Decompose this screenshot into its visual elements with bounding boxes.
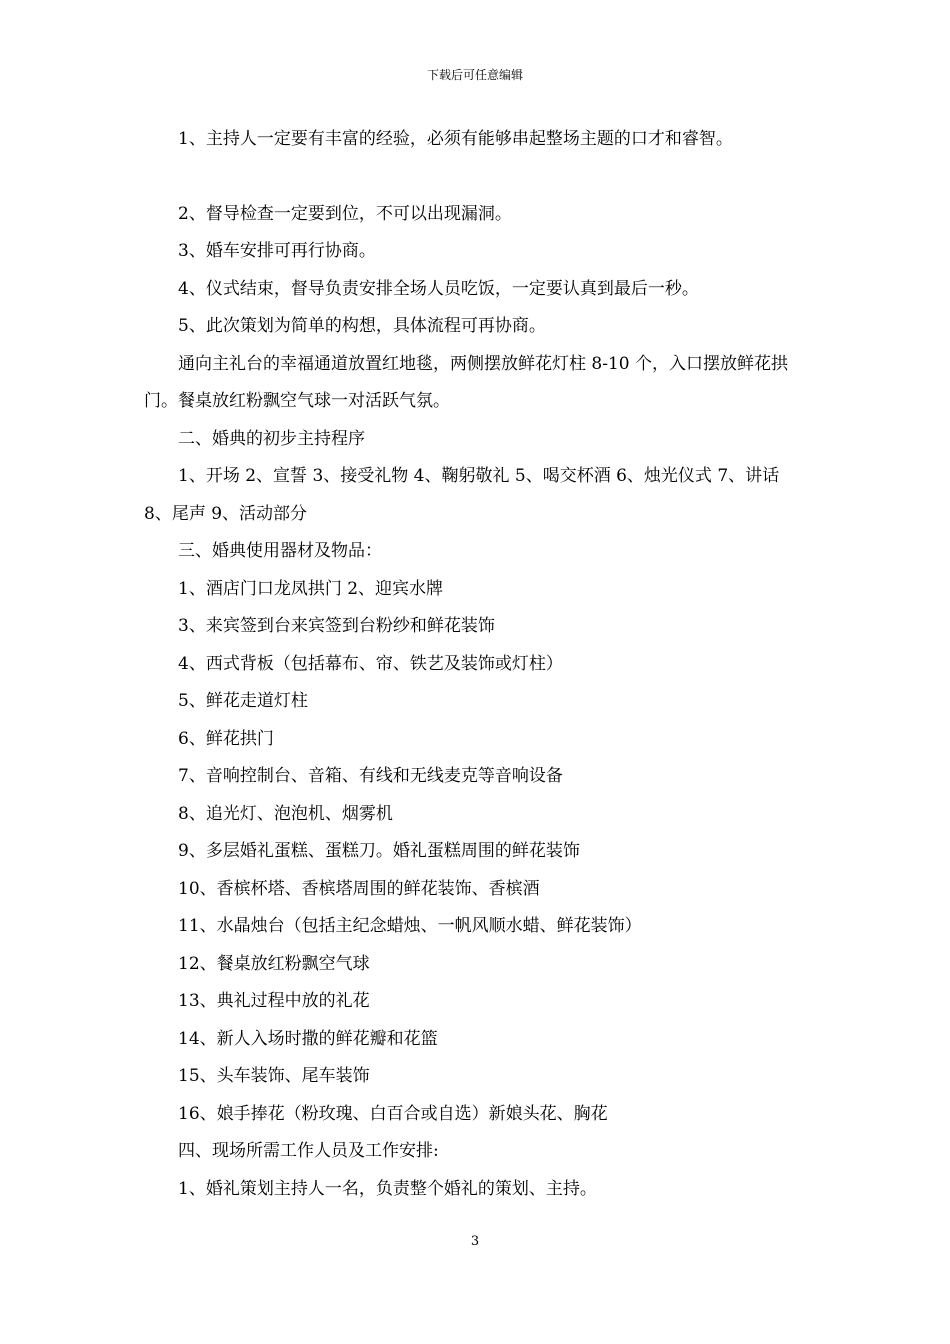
- list-item: 15、头车装饰、尾车装饰: [178, 1066, 370, 1086]
- page-number: 3: [470, 1234, 480, 1249]
- list-item: 16、娘手捧花（粉玫瑰、白百合或自选）新娘头花、胸花: [178, 1103, 608, 1124]
- list-item: 4、西式背板（包括幕布、帘、铁艺及装饰或灯柱）: [178, 653, 563, 674]
- list-item: 10、香槟杯塔、香槟塔周围的鲜花装饰、香槟酒: [178, 878, 540, 899]
- list-item: 7、音响控制台、音箱、有线和无线麦克等音响设备: [178, 766, 563, 786]
- paragraph-passage-decoration: 通向主礼台的幸福通道放置红地毯，两侧摆放鲜花灯柱 8-10 个，入口摆放鲜花拱门。餐桌放红粉飘空气球一对活跃气氛。: [144, 353, 788, 411]
- section-heading-hosting-program: 二、婚典的初步主持程序: [178, 428, 365, 449]
- paragraph-supervision: 2、督导检查一定要到位，不可以出现漏洞。: [178, 203, 512, 224]
- list-item: 13、典礼过程中放的礼花: [178, 991, 370, 1011]
- list-item: 1、酒店门口龙凤拱门 2、迎宾水牌: [178, 578, 444, 599]
- list-item: 14、新人入场时撒的鲜花瓣和花篮: [178, 1028, 438, 1049]
- document-body: [144, 121, 808, 1208]
- paragraph-plan-note: 5、此次策划为简单的构想，具体流程可再协商。: [178, 316, 546, 336]
- section-heading-staff: 四、现场所需工作人员及工作安排:: [178, 1141, 439, 1161]
- paragraph-host-duty: 1、婚礼策划主持人一名，负责整个婚礼的策划、主持。: [178, 1178, 597, 1199]
- paragraph-wedding-car: 3、婚车安排可再行协商。: [178, 241, 376, 261]
- list-item: 9、多层婚礼蛋糕、蛋糕刀。婚礼蛋糕周围的鲜花装饰: [178, 841, 580, 861]
- list-item: 5、鲜花走道灯柱: [178, 691, 308, 711]
- list-item: 8、追光灯、泡泡机、烟雾机: [178, 803, 393, 824]
- paragraph-program-steps: 1、开场 2、宣誓 3、接受礼物 4、鞠躬敬礼 5、喝交杯酒 6、烛光仪式 7、讲话 8、尾声 9、活动部分: [144, 466, 780, 524]
- paragraph-host-requirement: 1、主持人一定要有丰富的经验，必须有能够串起整场主题的口才和睿智。: [178, 129, 733, 149]
- list-item: 6、鲜花拱门: [178, 728, 274, 749]
- page-header: 下载后可任意编辑: [426, 68, 523, 82]
- list-item: 12、餐桌放红粉飘空气球: [178, 953, 370, 974]
- section-heading-equipment: 三、婚典使用器材及物品：: [178, 541, 382, 561]
- list-item: 3、来宾签到台来宾签到台粉纱和鲜花装饰: [178, 616, 495, 636]
- list-item: 11、水晶烛台（包括主纪念蜡烛、一帆风顺水蜡、鲜花装饰）: [178, 916, 642, 936]
- paragraph-ceremony-end: 4、仪式结束，督导负责安排全场人员吃饭，一定要认真到最后一秒。: [178, 278, 699, 299]
